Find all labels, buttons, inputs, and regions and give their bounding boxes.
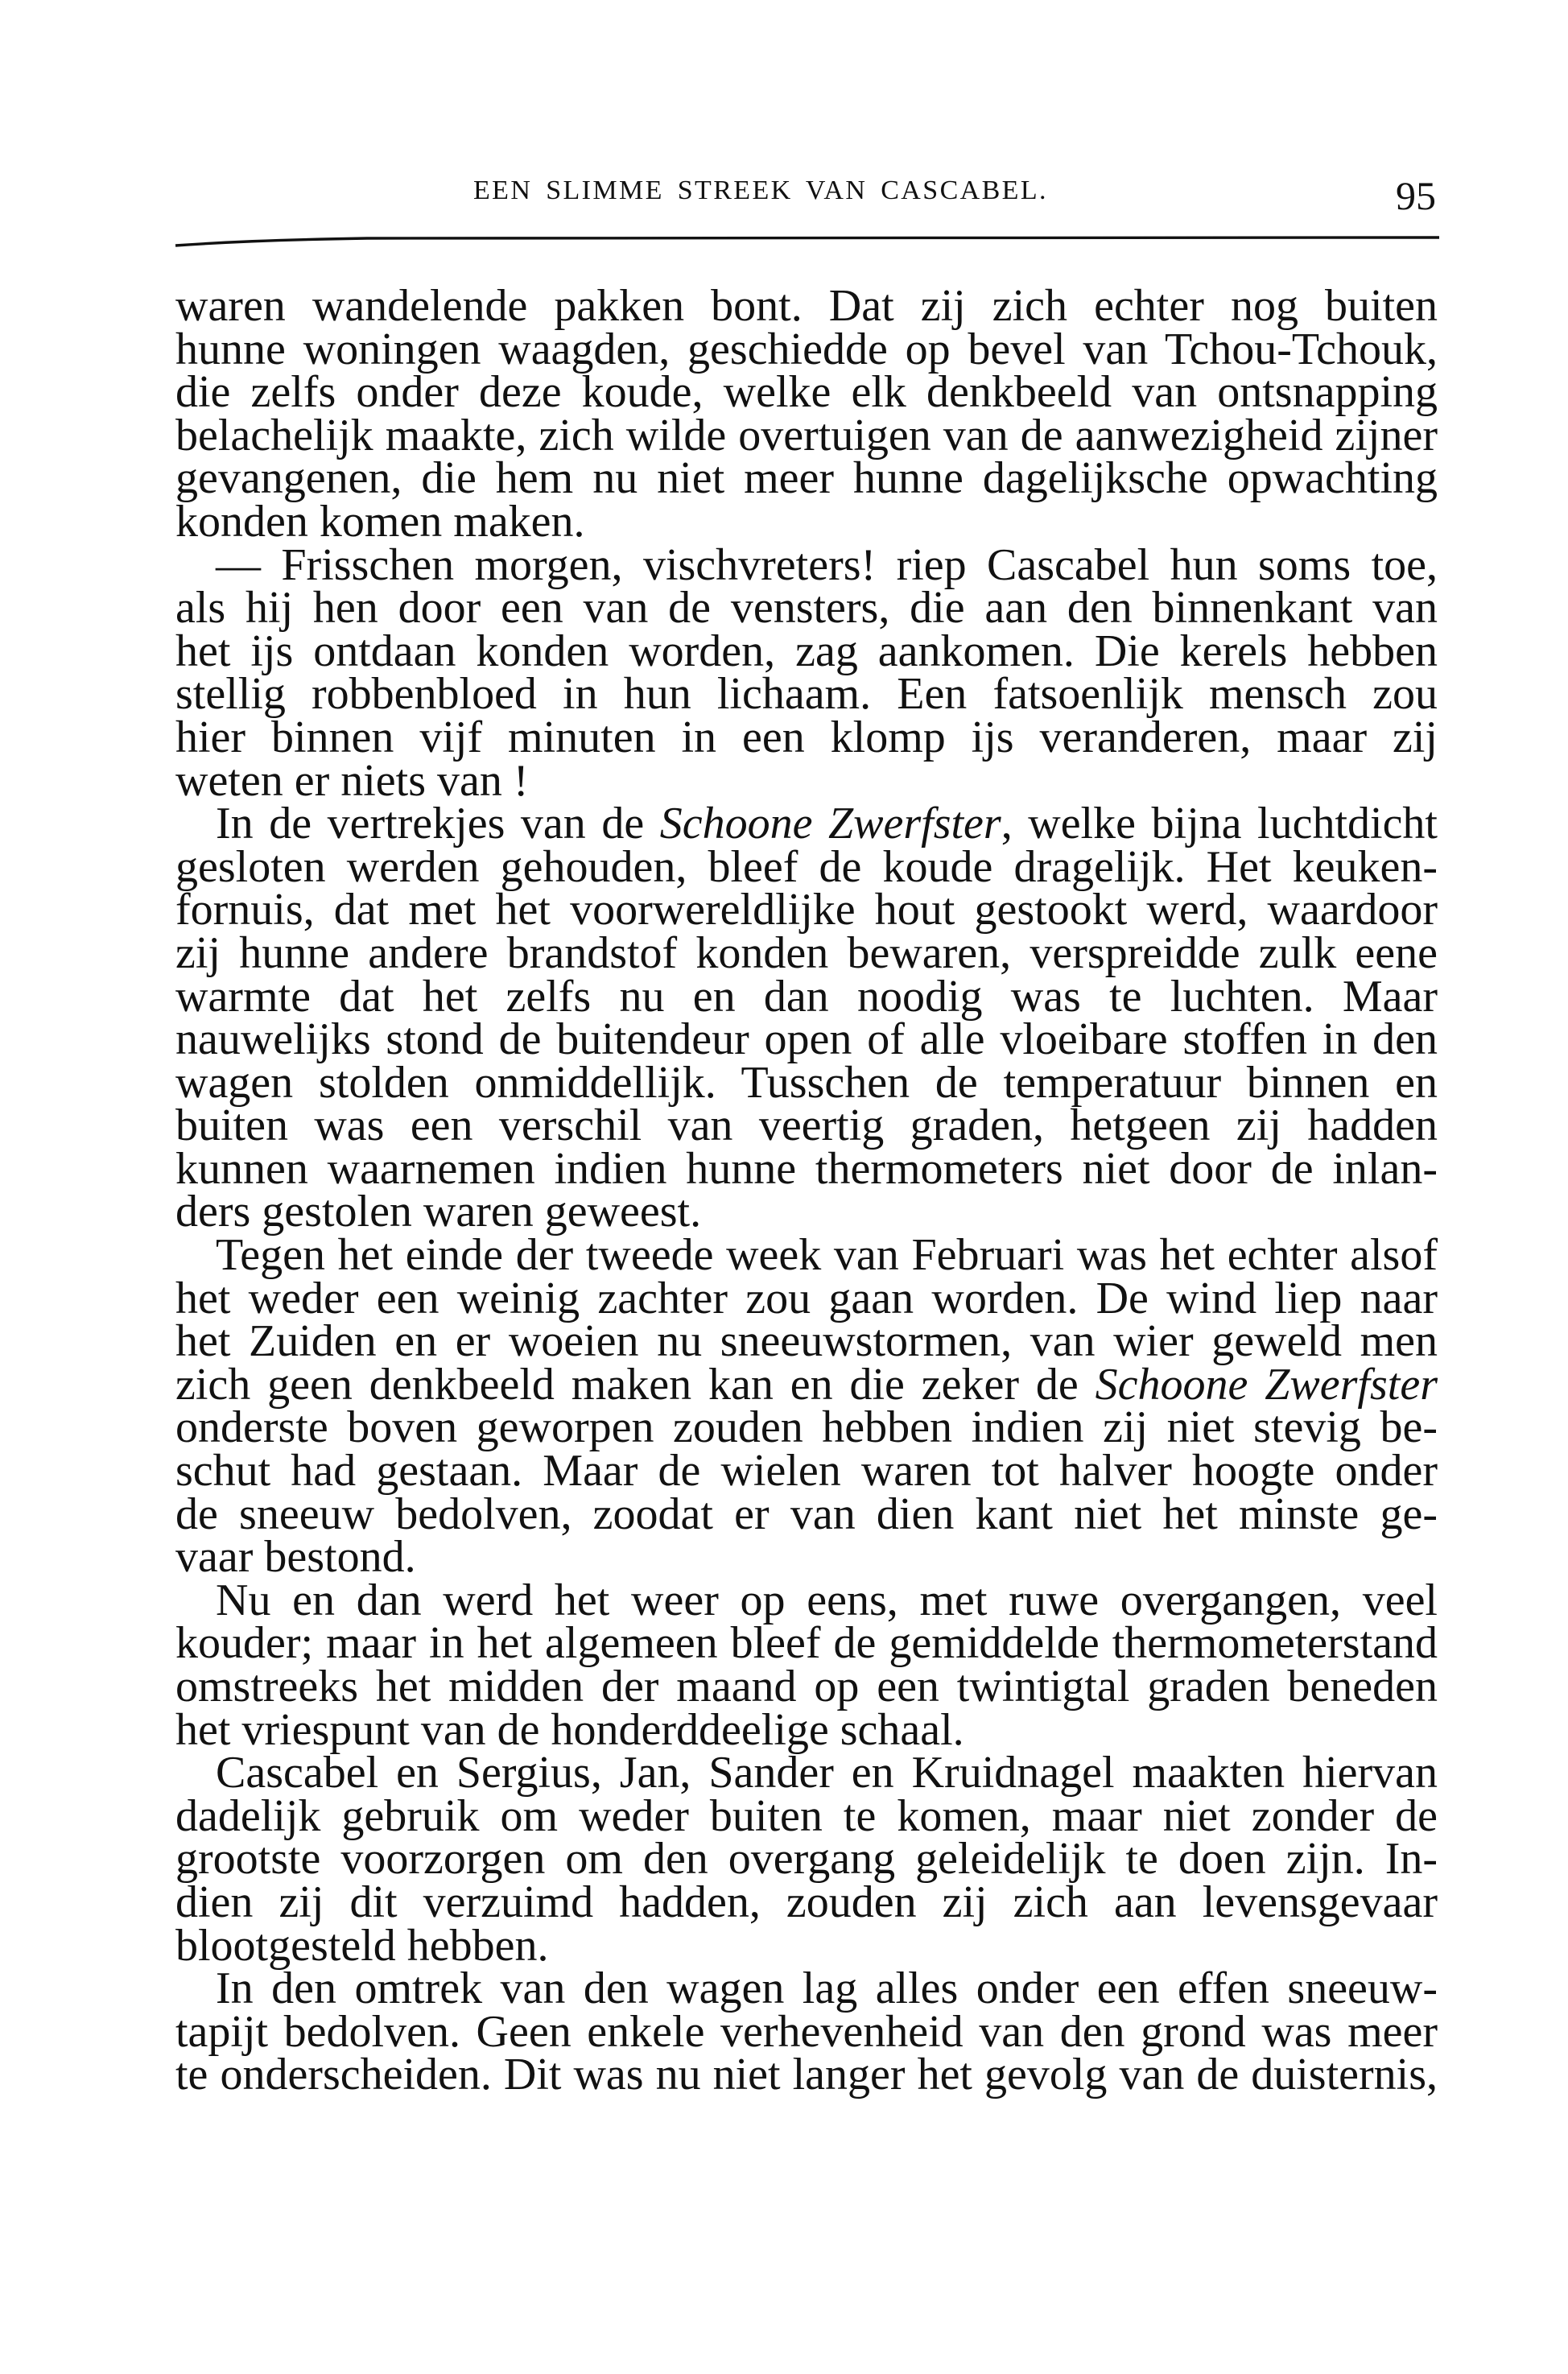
text-run: grootste voorzorgen om den overgang geleidelijk te doen zijn. In- <box>175 1834 1438 1885</box>
header-rule <box>174 233 1439 248</box>
text-run: zij hunne andere brandstof konden bewaren, verspreidde zulk eene <box>175 927 1438 978</box>
text-run: te onderscheiden. Dit was nu niet langer het gevolg van de duisternis, <box>175 2050 1438 2100</box>
text-line <box>175 1100 1438 1151</box>
text-run: wagen stolden onmiddellijk. Tusschen de temperatuur binnen en <box>175 1057 1438 1108</box>
text-line <box>175 1143 1438 1194</box>
text-line <box>175 367 1438 418</box>
text-line <box>175 1187 1438 1237</box>
text-line <box>175 496 1438 547</box>
paragraph <box>175 1575 1438 1755</box>
text-run: kouder; maar in het algemeen bleef de gemiddelde thermometerstand <box>175 1618 1438 1669</box>
text-run: zich geen denkbeeld maken kan en die zeker de <box>175 1359 1096 1410</box>
text-line <box>175 1575 1438 1625</box>
text-run: gevangenen, die hem nu niet meer hunne dagelijksche opwachting <box>175 453 1438 504</box>
italic-title: Schoone Zwerfster <box>659 799 1001 849</box>
text-line <box>175 841 1438 892</box>
text-line <box>175 2006 1438 2057</box>
text-line <box>175 1920 1438 1971</box>
text-line <box>175 1532 1438 1583</box>
text-line <box>175 1359 1438 1410</box>
text-line <box>175 1316 1438 1367</box>
text-line <box>175 1876 1438 1927</box>
text-run: konden komen maken. <box>175 496 585 547</box>
text-line <box>175 1230 1438 1281</box>
text-run: In de vertrekjes van de <box>216 799 660 849</box>
text-line <box>175 410 1438 460</box>
text-run: hunne woningen waagden, geschiedde op bevel van Tchou-Tchouk, <box>175 324 1438 374</box>
paragraph <box>175 281 1438 547</box>
text-line <box>175 1446 1438 1497</box>
text-run: waren wandelende pakken bont. Dat zij zich echter nog buiten <box>175 281 1438 331</box>
text-line <box>175 1790 1438 1841</box>
text-run: fornuis, dat met het voorwereldlijke hout gestookt werd, waardoor <box>175 885 1438 935</box>
text-run: Nu en dan werd het weer op eens, met ruwe overgangen, veel <box>216 1575 1438 1625</box>
text-line <box>175 971 1438 1022</box>
text-run: het weder een weinig zachter zou gaan worden. De wind liep naar <box>175 1273 1438 1323</box>
text-line <box>175 324 1438 374</box>
text-line <box>175 1963 1438 2014</box>
text-run: dien zij dit verzuimd hadden, zouden zij zich aan levensgevaar <box>175 1876 1438 1927</box>
text-line <box>175 1488 1438 1539</box>
text-line <box>175 755 1438 806</box>
text-run: het vriespunt van de honderddeelige schaal. <box>175 1704 964 1755</box>
text-run: schut had gestaan. Maar de wielen waren tot halver hoogte onder <box>175 1446 1438 1497</box>
text-line <box>175 712 1438 762</box>
text-run: belachelijk maakte, zich wilde overtuigen van de aanwezigheid zijner <box>175 410 1438 460</box>
italic-title: Schoone Zwerfster <box>1095 1359 1438 1410</box>
text-run: kunnen waarnemen indien hunne thermometers niet door de inlan- <box>175 1143 1438 1194</box>
text-line <box>175 1748 1438 1798</box>
text-run: stellig robbenbloed in hun lichaam. Een fatsoenlijk mensch zou <box>175 669 1438 720</box>
text-run: — Frisschen morgen, vischvreters! riep Cascabel hun soms toe, <box>216 539 1438 590</box>
text-line <box>175 453 1438 504</box>
paragraph <box>175 1230 1438 1583</box>
text-line <box>175 669 1438 720</box>
text-line <box>175 1662 1438 1711</box>
text-run: Tegen het einde der tweede week van Februari was het echter alsof <box>216 1230 1438 1281</box>
text-line <box>175 1273 1438 1323</box>
text-line <box>175 2050 1438 2100</box>
text-run: Cascabel en Sergius, Jan, Sander en Kruidnagel maakten hiervan <box>216 1748 1438 1798</box>
text-run: dadelijk gebruik om weder buiten te komen, maar niet zonder de <box>175 1790 1438 1841</box>
text-line <box>175 1014 1438 1065</box>
text-run: weten er niets van ! <box>175 755 529 806</box>
paragraph <box>175 1748 1438 1971</box>
text-line <box>175 1057 1438 1108</box>
text-line <box>175 927 1438 978</box>
text-line <box>175 281 1438 331</box>
text-line <box>175 799 1438 849</box>
text-line <box>175 1618 1438 1669</box>
text-run: ders gestolen waren geweest. <box>175 1187 702 1237</box>
text-run: gesloten werden gehouden, bleef de koude dragelijk. Het keuken- <box>175 841 1438 892</box>
text-line <box>175 1704 1438 1755</box>
text-run: vaar bestond. <box>175 1532 416 1583</box>
text-run: , welke bijna luchtdicht <box>1001 799 1438 849</box>
text-run: onderste boven geworpen zouden hebben indien zij niet stevig be- <box>175 1402 1438 1453</box>
text-line <box>175 885 1438 935</box>
paragraph <box>175 539 1438 806</box>
text-line <box>175 539 1438 590</box>
text-line <box>175 583 1438 634</box>
text-run: omstreeks het midden der maand op een twintigtal graden beneden <box>175 1662 1438 1711</box>
text-run: het Zuiden en er woeien nu sneeuwstormen, van wier geweld men <box>175 1316 1438 1367</box>
body-text <box>175 281 1438 2100</box>
paragraph <box>175 799 1438 1237</box>
paragraph <box>175 1963 1438 2100</box>
running-title: EEN SLIMME STREEK VAN CASCABEL. <box>473 175 1048 205</box>
text-run: warmte dat het zelfs nu en dan noodig was te luchten. Maar <box>175 971 1438 1022</box>
text-run: nauwelijks stond de buitendeur open of alle vloeibare stoffen in den <box>175 1014 1438 1065</box>
text-run: het ijs ontdaan konden worden, zag aankomen. Die kerels hebben <box>175 625 1438 676</box>
running-head <box>175 172 1438 218</box>
text-run: als hij hen door een van de vensters, die aan den binnenkant van <box>175 583 1438 634</box>
text-run: In den omtrek van den wagen lag alles onder een effen sneeuw- <box>216 1963 1438 2014</box>
text-run: die zelfs onder deze koude, welke elk denkbeeld van ontsnapping <box>175 367 1438 418</box>
text-line <box>175 1402 1438 1453</box>
text-line <box>175 625 1438 676</box>
text-run: hier binnen vijf minuten in een klomp ijs veranderen, maar zij <box>175 712 1438 762</box>
text-line <box>175 1834 1438 1885</box>
text-run: buiten was een verschil van veertig graden, hetgeen zij hadden <box>175 1100 1438 1151</box>
text-run: blootgesteld hebben. <box>175 1920 549 1971</box>
text-run: de sneeuw bedolven, zoodat er van dien kant niet het minste ge- <box>175 1488 1438 1539</box>
text-run: tapijt bedolven. Geen enkele verhevenheid van den grond was meer <box>175 2006 1438 2057</box>
page-number: 95 <box>1396 173 1436 218</box>
